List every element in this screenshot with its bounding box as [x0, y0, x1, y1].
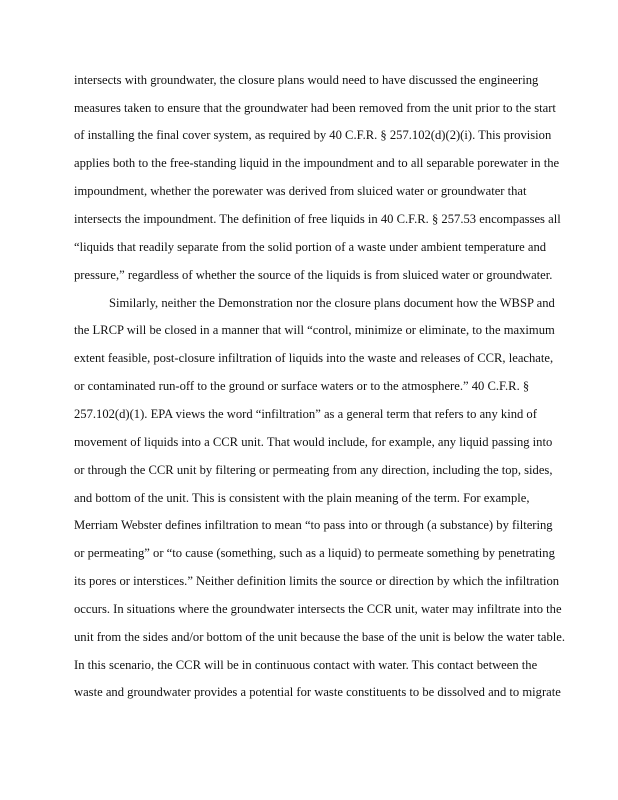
body-text-line: intersects the impoundment. The definition of free liquids in 40 C.F.R. § 257.53 encompasses all: [74, 212, 561, 226]
body-text-line: waste and groundwater provides a potential for waste constituents to be dissolved and to migrate: [74, 685, 561, 699]
body-text-line: or through the CCR unit by filtering or permeating from any direction, including the top, sides,: [74, 463, 553, 477]
body-text-line: its pores or interstices.” Neither definition limits the source or direction by which the infiltration: [74, 574, 560, 588]
body-text-line: or contaminated run-off to the ground or surface waters or to the atmosphere.” 40 C.F.R. §: [74, 379, 530, 393]
body-text-line: or permeating” or “to cause (something, such as a liquid) to permeate something by penetrating: [74, 546, 555, 560]
paragraph-first-line: Similarly, neither the Demonstration nor the closure plans document how the WBSP and: [109, 296, 555, 310]
body-text-line: of installing the final cover system, as required by 40 C.F.R. § 257.102(d)(2)(i). This provision: [74, 128, 552, 142]
body-text-line: unit from the sides and/or bottom of the unit because the base of the unit is below the water table.: [74, 630, 566, 644]
body-text-line: extent feasible, post-closure infiltration of liquids into the waste and releases of CCR, leachate,: [74, 351, 554, 365]
body-text-line: intersects with groundwater, the closure plans would need to have discussed the engineering: [74, 73, 539, 87]
body-text-line: pressure,” regardless of whether the source of the liquids is from sluiced water or groundwater.: [74, 268, 553, 282]
body-text-line: 257.102(d)(1). EPA views the word “infiltration” as a general term that refers to any kind of: [74, 407, 537, 421]
body-text-line: and bottom of the unit. This is consistent with the plain meaning of the term. For example,: [74, 491, 530, 505]
body-text-line: “liquids that readily separate from the solid portion of a waste under ambient temperature and: [74, 240, 547, 254]
body-text-line: applies both to the free-standing liquid in the impoundment and to all separable porewater in the: [74, 156, 560, 170]
body-text-line: movement of liquids into a CCR unit. That would include, for example, any liquid passing into: [74, 435, 553, 449]
body-text-line: In this scenario, the CCR will be in continuous contact with water. This contact between the: [74, 658, 538, 672]
body-text-line: impoundment, whether the porewater was derived from sluiced water or groundwater that: [74, 184, 527, 198]
body-text-line: Merriam Webster defines infiltration to mean “to pass into or through (a substance) by filtering: [74, 518, 553, 532]
body-text-line: the LRCP will be closed in a manner that will “control, minimize or eliminate, to the maximum: [74, 323, 555, 337]
body-text-line: occurs. In situations where the groundwater intersects the CCR unit, water may infiltrate into the: [74, 602, 562, 616]
body-text-line: measures taken to ensure that the groundwater had been removed from the unit prior to the start: [74, 101, 556, 115]
